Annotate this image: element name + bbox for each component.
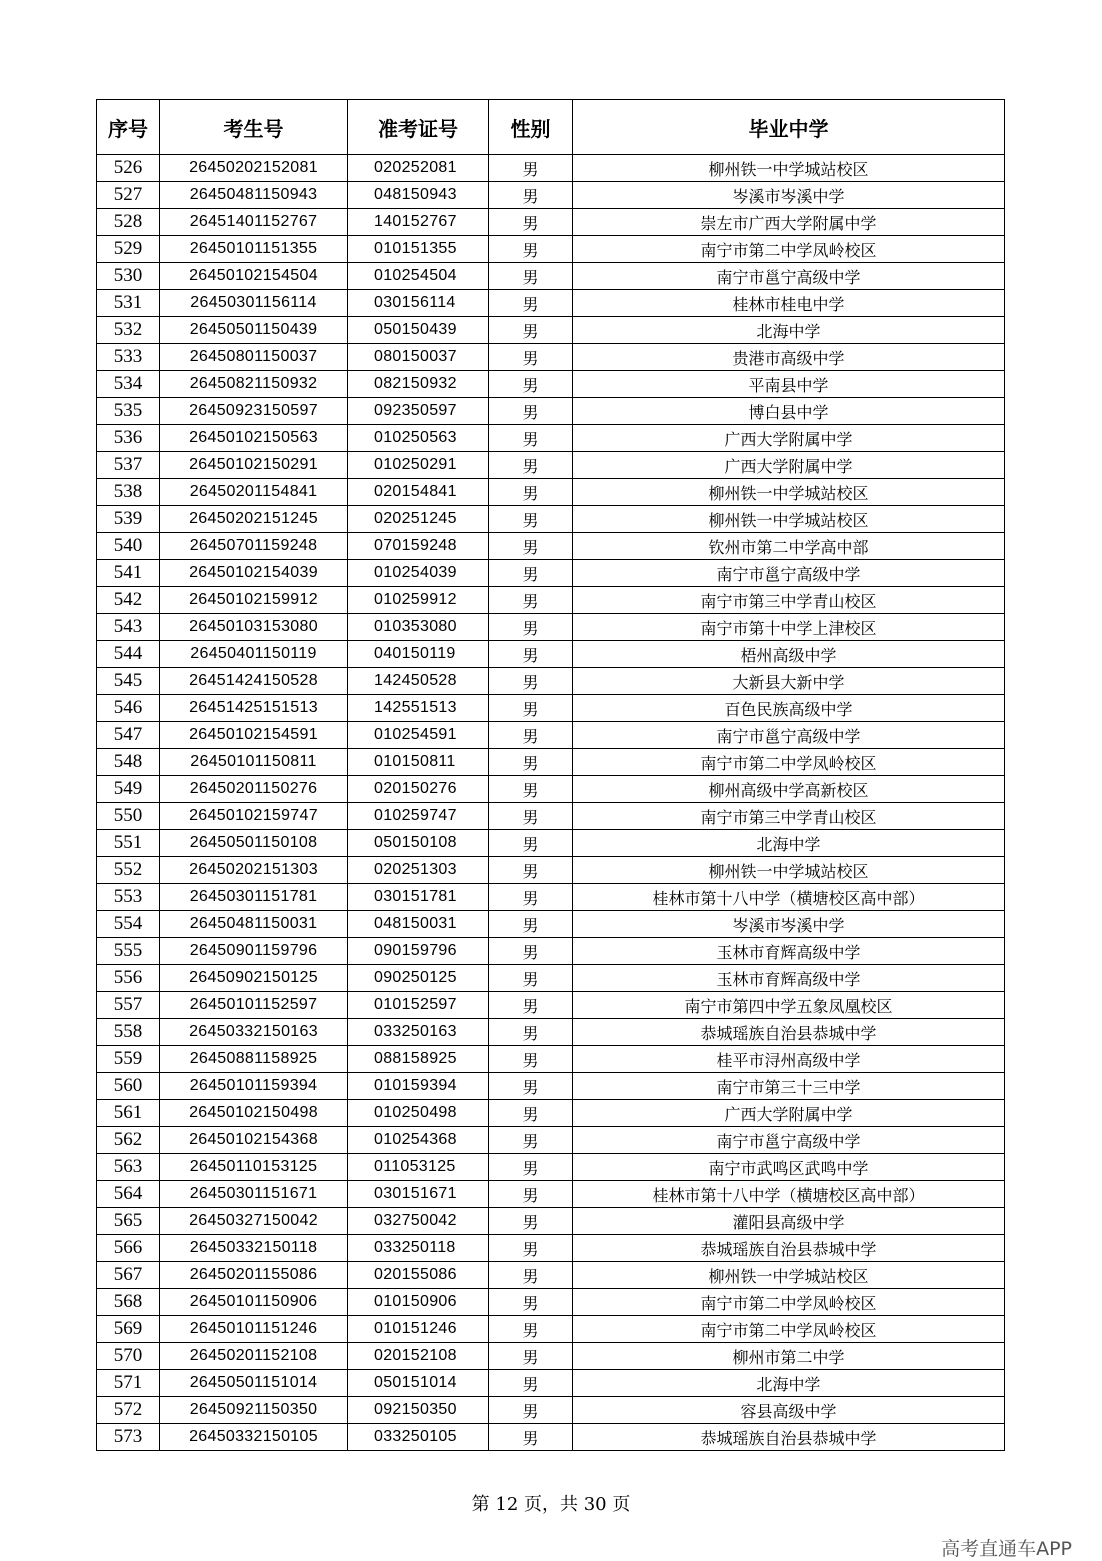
header-exam-ticket-number: 准考证号 (348, 100, 489, 155)
seq-cell: 526 (97, 155, 160, 182)
seq-cell: 544 (97, 641, 160, 668)
school-cell: 玉林市育辉高级中学 (573, 938, 1005, 965)
gender-cell: 男 (489, 614, 573, 641)
candidate-number-cell: 26450921150350 (160, 1397, 348, 1424)
table-row (97, 938, 1005, 965)
exam-ticket-cell: 030151781 (348, 884, 489, 911)
candidate-number-cell: 26450102150291 (160, 452, 348, 479)
candidate-number-cell: 26450902150125 (160, 965, 348, 992)
candidate-number-cell: 26450101152597 (160, 992, 348, 1019)
table-body (97, 155, 1005, 1451)
gender-cell: 男 (489, 992, 573, 1019)
table-row (97, 1343, 1005, 1370)
school-cell: 恭城瑶族自治县恭城中学 (573, 1019, 1005, 1046)
school-cell: 桂林市第十八中学（横塘校区高中部） (573, 884, 1005, 911)
exam-ticket-cell: 030151671 (348, 1181, 489, 1208)
gender-cell: 男 (489, 398, 573, 425)
seq-cell: 549 (97, 776, 160, 803)
school-cell: 岑溪市岑溪中学 (573, 911, 1005, 938)
table-row (97, 398, 1005, 425)
gender-cell: 男 (489, 1100, 573, 1127)
gender-cell: 男 (489, 722, 573, 749)
gender-cell: 男 (489, 317, 573, 344)
exam-ticket-cell: 010159394 (348, 1073, 489, 1100)
gender-cell: 男 (489, 1343, 573, 1370)
candidate-number-cell: 26450201155086 (160, 1262, 348, 1289)
table-row (97, 344, 1005, 371)
school-cell: 南宁市第四中学五象凤凰校区 (573, 992, 1005, 1019)
candidate-number-cell: 26450103153080 (160, 614, 348, 641)
exam-ticket-cell: 020152108 (348, 1343, 489, 1370)
table-row (97, 317, 1005, 344)
gender-cell: 男 (489, 695, 573, 722)
exam-ticket-cell: 010151355 (348, 236, 489, 263)
table-row (97, 776, 1005, 803)
candidate-number-cell: 26450102159912 (160, 587, 348, 614)
seq-cell: 537 (97, 452, 160, 479)
table-row (97, 1073, 1005, 1100)
exam-ticket-cell: 010254591 (348, 722, 489, 749)
school-cell: 柳州铁一中学城站校区 (573, 479, 1005, 506)
school-cell: 柳州铁一中学城站校区 (573, 155, 1005, 182)
candidate-number-cell: 26450327150042 (160, 1208, 348, 1235)
gender-cell: 男 (489, 182, 573, 209)
candidate-number-cell: 26450102154591 (160, 722, 348, 749)
exam-ticket-cell: 040150119 (348, 641, 489, 668)
table-row (97, 1262, 1005, 1289)
candidate-number-cell: 26450101150811 (160, 749, 348, 776)
gender-cell: 男 (489, 668, 573, 695)
table-row (97, 1046, 1005, 1073)
gender-cell: 男 (489, 236, 573, 263)
gender-cell: 男 (489, 749, 573, 776)
candidate-number-cell: 26450101151355 (160, 236, 348, 263)
candidate-number-cell: 26450102154039 (160, 560, 348, 587)
table-row (97, 533, 1005, 560)
candidate-number-cell: 26450881158925 (160, 1046, 348, 1073)
exam-ticket-cell: 092150350 (348, 1397, 489, 1424)
table-row (97, 236, 1005, 263)
seq-cell: 553 (97, 884, 160, 911)
gender-cell: 男 (489, 776, 573, 803)
exam-ticket-cell: 082150932 (348, 371, 489, 398)
candidate-number-cell: 26450301156114 (160, 290, 348, 317)
table-row (97, 1397, 1005, 1424)
seq-cell: 550 (97, 803, 160, 830)
table-row (97, 425, 1005, 452)
candidate-number-cell: 26450332150118 (160, 1235, 348, 1262)
candidate-number-cell: 26450332150163 (160, 1019, 348, 1046)
seq-cell: 556 (97, 965, 160, 992)
gender-cell: 男 (489, 1262, 573, 1289)
seq-cell: 573 (97, 1424, 160, 1451)
gender-cell: 男 (489, 1397, 573, 1424)
candidate-number-cell: 26450701159248 (160, 533, 348, 560)
school-cell: 百色民族高级中学 (573, 695, 1005, 722)
exam-ticket-cell: 070159248 (348, 533, 489, 560)
table-row (97, 884, 1005, 911)
candidate-number-cell: 26450101150906 (160, 1289, 348, 1316)
table-row (97, 371, 1005, 398)
exam-ticket-cell: 010259747 (348, 803, 489, 830)
gender-cell: 男 (489, 371, 573, 398)
gender-cell: 男 (489, 830, 573, 857)
gender-cell: 男 (489, 1019, 573, 1046)
table-row (97, 1100, 1005, 1127)
table-row (97, 1289, 1005, 1316)
watermark-text: 高考直通车APP (941, 1538, 1072, 1560)
table-row (97, 749, 1005, 776)
gender-cell: 男 (489, 1289, 573, 1316)
school-cell: 玉林市育辉高级中学 (573, 965, 1005, 992)
seq-cell: 558 (97, 1019, 160, 1046)
candidate-number-cell: 26450481150943 (160, 182, 348, 209)
table-row (97, 1019, 1005, 1046)
gender-cell: 男 (489, 938, 573, 965)
header-candidate-number: 考生号 (160, 100, 348, 155)
candidate-number-cell: 26450301151781 (160, 884, 348, 911)
table-row (97, 1316, 1005, 1343)
exam-ticket-cell: 033250105 (348, 1424, 489, 1451)
gender-cell: 男 (489, 452, 573, 479)
school-cell: 梧州高级中学 (573, 641, 1005, 668)
gender-cell: 男 (489, 1127, 573, 1154)
school-cell: 桂林市桂电中学 (573, 290, 1005, 317)
table-row (97, 290, 1005, 317)
seq-cell: 557 (97, 992, 160, 1019)
exam-ticket-cell: 050150108 (348, 830, 489, 857)
seq-cell: 561 (97, 1100, 160, 1127)
table-row (97, 1181, 1005, 1208)
seq-cell: 569 (97, 1316, 160, 1343)
admission-list-table (96, 99, 1005, 1451)
gender-cell: 男 (489, 263, 573, 290)
exam-ticket-cell: 010250291 (348, 452, 489, 479)
candidate-number-cell: 26451425151513 (160, 695, 348, 722)
seq-cell: 530 (97, 263, 160, 290)
table-row (97, 1424, 1005, 1451)
exam-ticket-cell: 033250163 (348, 1019, 489, 1046)
seq-cell: 560 (97, 1073, 160, 1100)
school-cell: 钦州市第二中学高中部 (573, 533, 1005, 560)
table-row (97, 695, 1005, 722)
exam-ticket-cell: 010250498 (348, 1100, 489, 1127)
gender-cell: 男 (489, 1316, 573, 1343)
school-cell: 南宁市邕宁高级中学 (573, 560, 1005, 587)
gender-cell: 男 (489, 965, 573, 992)
school-cell: 南宁市武鸣区武鸣中学 (573, 1154, 1005, 1181)
table-row (97, 263, 1005, 290)
school-cell: 南宁市第三中学青山校区 (573, 803, 1005, 830)
school-cell: 广西大学附属中学 (573, 1100, 1005, 1127)
exam-ticket-cell: 020155086 (348, 1262, 489, 1289)
table-row (97, 1127, 1005, 1154)
gender-cell: 男 (489, 911, 573, 938)
gender-cell: 男 (489, 1154, 573, 1181)
exam-ticket-cell: 010259912 (348, 587, 489, 614)
school-cell: 南宁市第三十三中学 (573, 1073, 1005, 1100)
exam-ticket-cell: 142551513 (348, 695, 489, 722)
school-cell: 广西大学附属中学 (573, 452, 1005, 479)
gender-cell: 男 (489, 344, 573, 371)
gender-cell: 男 (489, 290, 573, 317)
exam-ticket-cell: 010150811 (348, 749, 489, 776)
school-cell: 大新县大新中学 (573, 668, 1005, 695)
page-number: 第 12 页，共 30 页 (471, 1494, 631, 1515)
school-cell: 北海中学 (573, 1370, 1005, 1397)
school-cell: 柳州铁一中学城站校区 (573, 1262, 1005, 1289)
candidate-number-cell: 26450821150932 (160, 371, 348, 398)
candidate-number-cell: 26450102154368 (160, 1127, 348, 1154)
candidate-number-cell: 26450202152081 (160, 155, 348, 182)
gender-cell: 男 (489, 1046, 573, 1073)
exam-ticket-cell: 048150943 (348, 182, 489, 209)
candidate-number-cell: 26450401150119 (160, 641, 348, 668)
table-row (97, 641, 1005, 668)
exam-ticket-cell: 090250125 (348, 965, 489, 992)
exam-ticket-cell: 090159796 (348, 938, 489, 965)
school-cell: 南宁市邕宁高级中学 (573, 263, 1005, 290)
exam-ticket-cell: 010254039 (348, 560, 489, 587)
candidate-number-cell: 26450481150031 (160, 911, 348, 938)
gender-cell: 男 (489, 1370, 573, 1397)
school-cell: 博白县中学 (573, 398, 1005, 425)
gender-cell: 男 (489, 803, 573, 830)
seq-cell: 570 (97, 1343, 160, 1370)
seq-cell: 536 (97, 425, 160, 452)
candidate-number-cell: 26450923150597 (160, 398, 348, 425)
school-cell: 北海中学 (573, 830, 1005, 857)
school-cell: 柳州铁一中学城站校区 (573, 506, 1005, 533)
exam-ticket-cell: 142450528 (348, 668, 489, 695)
candidate-number-cell: 26451401152767 (160, 209, 348, 236)
table-row (97, 1235, 1005, 1262)
header-gender: 性别 (489, 100, 573, 155)
table-row (97, 452, 1005, 479)
seq-cell: 534 (97, 371, 160, 398)
school-cell: 柳州铁一中学城站校区 (573, 857, 1005, 884)
seq-cell: 552 (97, 857, 160, 884)
school-cell: 桂平市浔州高级中学 (573, 1046, 1005, 1073)
seq-cell: 528 (97, 209, 160, 236)
seq-cell: 533 (97, 344, 160, 371)
gender-cell: 男 (489, 884, 573, 911)
table-row (97, 506, 1005, 533)
candidate-number-cell: 26450110153125 (160, 1154, 348, 1181)
seq-cell: 555 (97, 938, 160, 965)
table-row (97, 1208, 1005, 1235)
school-cell: 容县高级中学 (573, 1397, 1005, 1424)
candidate-number-cell: 26450101151246 (160, 1316, 348, 1343)
school-cell: 北海中学 (573, 317, 1005, 344)
school-cell: 崇左市广西大学附属中学 (573, 209, 1005, 236)
school-cell: 灌阳县高级中学 (573, 1208, 1005, 1235)
school-cell: 柳州市第二中学 (573, 1343, 1005, 1370)
table-row (97, 479, 1005, 506)
school-cell: 桂林市第十八中学（横塘校区高中部） (573, 1181, 1005, 1208)
exam-ticket-cell: 010152597 (348, 992, 489, 1019)
candidate-number-cell: 26450901159796 (160, 938, 348, 965)
candidate-number-cell: 26450102150563 (160, 425, 348, 452)
candidate-number-cell: 26450301151671 (160, 1181, 348, 1208)
candidate-number-cell: 26450501150108 (160, 830, 348, 857)
candidate-number-cell: 26450102154504 (160, 263, 348, 290)
gender-cell: 男 (489, 560, 573, 587)
exam-ticket-cell: 048150031 (348, 911, 489, 938)
table-row (97, 857, 1005, 884)
exam-ticket-cell: 010250563 (348, 425, 489, 452)
seq-cell: 565 (97, 1208, 160, 1235)
seq-cell: 541 (97, 560, 160, 587)
exam-ticket-cell: 020251303 (348, 857, 489, 884)
seq-cell: 538 (97, 479, 160, 506)
gender-cell: 男 (489, 533, 573, 560)
seq-cell: 571 (97, 1370, 160, 1397)
seq-cell: 531 (97, 290, 160, 317)
seq-cell: 540 (97, 533, 160, 560)
gender-cell: 男 (489, 1235, 573, 1262)
school-cell: 南宁市邕宁高级中学 (573, 1127, 1005, 1154)
seq-cell: 568 (97, 1289, 160, 1316)
candidate-number-cell: 26450202151303 (160, 857, 348, 884)
gender-cell: 男 (489, 479, 573, 506)
candidate-number-cell: 26450102150498 (160, 1100, 348, 1127)
candidate-number-cell: 26450501150439 (160, 317, 348, 344)
table-row (97, 992, 1005, 1019)
exam-ticket-cell: 011053125 (348, 1154, 489, 1181)
exam-ticket-cell: 010151246 (348, 1316, 489, 1343)
seq-cell: 564 (97, 1181, 160, 1208)
school-cell: 南宁市第十中学上津校区 (573, 614, 1005, 641)
gender-cell: 男 (489, 506, 573, 533)
seq-cell: 572 (97, 1397, 160, 1424)
exam-ticket-cell: 033250118 (348, 1235, 489, 1262)
school-cell: 贵港市高级中学 (573, 344, 1005, 371)
table-row (97, 182, 1005, 209)
candidate-number-cell: 26450332150105 (160, 1424, 348, 1451)
gender-cell: 男 (489, 1181, 573, 1208)
seq-cell: 529 (97, 236, 160, 263)
candidate-number-cell: 26450201154841 (160, 479, 348, 506)
exam-ticket-cell: 010254368 (348, 1127, 489, 1154)
seq-cell: 566 (97, 1235, 160, 1262)
table-row (97, 965, 1005, 992)
seq-cell: 546 (97, 695, 160, 722)
header-graduating-school: 毕业中学 (573, 100, 1005, 155)
gender-cell: 男 (489, 1424, 573, 1451)
school-cell: 岑溪市岑溪中学 (573, 182, 1005, 209)
school-cell: 南宁市邕宁高级中学 (573, 722, 1005, 749)
exam-ticket-cell: 092350597 (348, 398, 489, 425)
school-cell: 南宁市第二中学凤岭校区 (573, 1316, 1005, 1343)
candidate-number-cell: 26450202151245 (160, 506, 348, 533)
exam-ticket-cell: 020150276 (348, 776, 489, 803)
table-row (97, 155, 1005, 182)
gender-cell: 男 (489, 1073, 573, 1100)
seq-cell: 545 (97, 668, 160, 695)
gender-cell: 男 (489, 641, 573, 668)
candidate-number-cell: 26450102159747 (160, 803, 348, 830)
table-row (97, 614, 1005, 641)
seq-cell: 562 (97, 1127, 160, 1154)
exam-ticket-cell: 020252081 (348, 155, 489, 182)
table-row (97, 1370, 1005, 1397)
school-cell: 恭城瑶族自治县恭城中学 (573, 1424, 1005, 1451)
candidate-number-cell: 26450101159394 (160, 1073, 348, 1100)
school-cell: 南宁市第三中学青山校区 (573, 587, 1005, 614)
table-row (97, 587, 1005, 614)
candidate-number-cell: 26451424150528 (160, 668, 348, 695)
seq-cell: 543 (97, 614, 160, 641)
school-cell: 南宁市第二中学凤岭校区 (573, 749, 1005, 776)
candidate-number-cell: 26450201152108 (160, 1343, 348, 1370)
exam-ticket-cell: 050151014 (348, 1370, 489, 1397)
gender-cell: 男 (489, 857, 573, 884)
candidate-number-cell: 26450201150276 (160, 776, 348, 803)
gender-cell: 男 (489, 209, 573, 236)
seq-cell: 559 (97, 1046, 160, 1073)
exam-ticket-cell: 032750042 (348, 1208, 489, 1235)
table-header (97, 100, 1005, 155)
gender-cell: 男 (489, 587, 573, 614)
school-cell: 南宁市第二中学凤岭校区 (573, 236, 1005, 263)
seq-cell: 563 (97, 1154, 160, 1181)
seq-cell: 532 (97, 317, 160, 344)
exam-ticket-cell: 010150906 (348, 1289, 489, 1316)
candidate-number-cell: 26450801150037 (160, 344, 348, 371)
school-cell: 广西大学附属中学 (573, 425, 1005, 452)
exam-ticket-cell: 140152767 (348, 209, 489, 236)
seq-cell: 551 (97, 830, 160, 857)
gender-cell: 男 (489, 155, 573, 182)
candidate-number-cell: 26450501151014 (160, 1370, 348, 1397)
exam-ticket-cell: 010254504 (348, 263, 489, 290)
seq-cell: 527 (97, 182, 160, 209)
table-row (97, 722, 1005, 749)
seq-cell: 539 (97, 506, 160, 533)
seq-cell: 567 (97, 1262, 160, 1289)
school-cell: 南宁市第二中学凤岭校区 (573, 1289, 1005, 1316)
seq-cell: 535 (97, 398, 160, 425)
exam-ticket-cell: 050150439 (348, 317, 489, 344)
seq-cell: 542 (97, 587, 160, 614)
school-cell: 恭城瑶族自治县恭城中学 (573, 1235, 1005, 1262)
seq-cell: 554 (97, 911, 160, 938)
exam-ticket-cell: 010353080 (348, 614, 489, 641)
exam-ticket-cell: 088158925 (348, 1046, 489, 1073)
table-row (97, 803, 1005, 830)
school-cell: 平南县中学 (573, 371, 1005, 398)
table-row (97, 1154, 1005, 1181)
table-row (97, 209, 1005, 236)
school-cell: 柳州高级中学高新校区 (573, 776, 1005, 803)
table-row (97, 560, 1005, 587)
gender-cell: 男 (489, 1208, 573, 1235)
exam-ticket-cell: 030156114 (348, 290, 489, 317)
header-row (97, 100, 1005, 155)
seq-cell: 548 (97, 749, 160, 776)
seq-cell: 547 (97, 722, 160, 749)
exam-ticket-cell: 020154841 (348, 479, 489, 506)
table-row (97, 830, 1005, 857)
table-row (97, 668, 1005, 695)
header-seq: 序号 (97, 100, 160, 155)
table-row (97, 911, 1005, 938)
gender-cell: 男 (489, 425, 573, 452)
exam-ticket-cell: 080150037 (348, 344, 489, 371)
exam-ticket-cell: 020251245 (348, 506, 489, 533)
